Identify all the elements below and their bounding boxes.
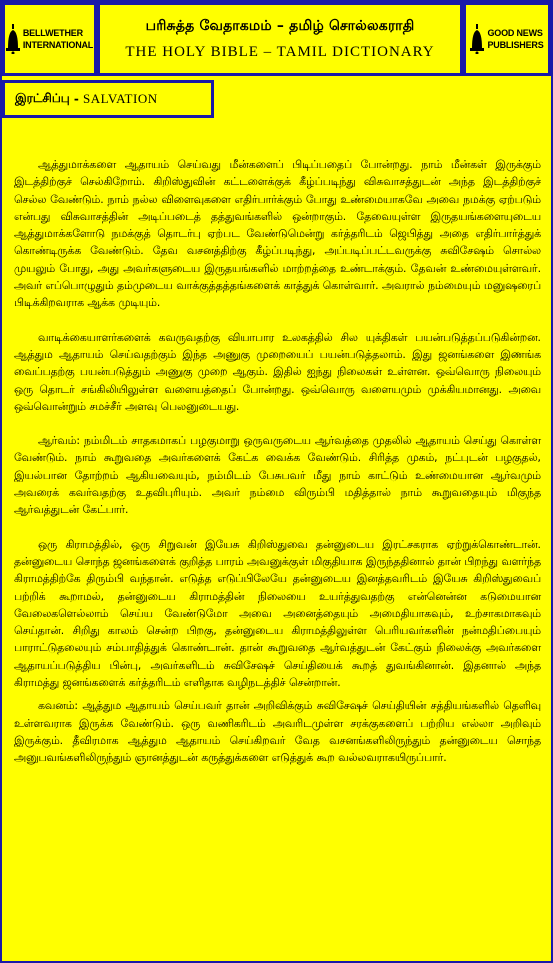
good-news-logo: [463, 2, 551, 76]
logo-line1: BELLWETHER: [22, 28, 83, 38]
logo-line2: PUBLISHERS: [487, 40, 544, 50]
section-title-tamil: இரட்சிப்பு: [15, 91, 70, 105]
paragraph: வாடிக்கையாளர்களைக் கவருவதற்கு வியாபார உலகத்தில் சில யுக்திகள் பயன்படுத்தப்படுகின்றன. ஆத்தும ஆதாயம் செய்வதற்கும் இந்த அணுகு முறையைப் பயன்படுத்தலாம். இது ஜனங்களை இணங்க வைப்பதற்கு பயன்படுத்தும் அணுகு முறை ஆகும். இதில் ஐந்து நிலைகள் உள்ளன. ஒவ்வொரு நிலையும் ஒரு தொடர் சங்கிலியிலுள்ள வளையத்தைப் போன்றது. ஒவ்வொரு வளையமும் முக்கியமானது. அவை ஒவ்வொன்றும் சமச்சீர் அளவு பெலனுடையது.: [14, 330, 541, 413]
bellwether-logo: [2, 2, 97, 76]
section-separator: -: [69, 92, 84, 106]
title-tamil: பரிசுத்த வேதாகமம் – தமிழ் சொல்லகராதி: [145, 17, 415, 34]
paragraph: ஆத்துமாக்களை ஆதாயம் செய்வது மீன்களைப் பிடிப்பதைப் போன்றது. நாம் மீன்கள் இருக்கும் இடத்திற்குச் செல்கிறோம். கிறிஸ்துவின் கட்டளைக்குக் கீழ்ப்படிந்து விசுவாசத்துடன் அந்த இடத்திற்குச் செல்ல வேண்டும். நாம் நல்ல விளைவுகளை எதிர்பார்க்கும் போது உண்மையாகவே அவை நமக்கு ஏற்படும் என்பது விசுவாசத்தின் அடிப்படைத் தத்துவங்களில் ஒன்றாகும். தேவையுள்ள இருதயங்களையுடைய ஆத்துமாக்களோடு நமக்குத் தொடர்பு ஏற்பட வேண்டுமென்று கர்த்தரிடம் ஜெபித்து அதை எதிர்பார்த்துக் கொண்டிருக்க வேண்டும். தேவ வசனத்திற்கு கீழ்ப்படிந்து, அப்படிப்பட்டவருக்கு சுவிசேஷம் சொல்ல முயலும் போது, அது அவர்களுடைய இருதயங்களில் மாற்றத்தை உண்டாக்கும். தேவன் உண்மையுள்ளவர். அவர் எப்பொழுதும் தம்முடைய வாக்குத்தத்தங்களைக் காத்துக் கொள்வார். அவரால் நம்மையும் மனுஷரைப் பிடிக்கிறவராக ஆக்க முடியும்.: [14, 158, 541, 310]
section-title-english: SALVATION: [83, 91, 158, 106]
section-heading: [2, 80, 214, 118]
paragraph: கவனம்: ஆத்தும ஆதாயம் செய்பவர் தான் அறிவிக்கும் சுவிசேஷச் செய்தியின் சத்தியங்களில் தெளிவு உள்ளவராக இருக்க வேண்டும். ஒரு வணிகரிடம் அவரிடமுள்ள சரக்குகளைப் பற்றிய எல்லா அறிவும் இருக்கும். தீவிரமாக ஆத்தும ஆதாயம் செய்கிறவர் வேத வசனங்களிலிருந்தும் தன்னுடைய சொந்த அனுபவங்களிலிருந்தும் ஞானத்துடன் கருத்துக்களை எடுத்துக் கூற வல்லவராகயிருப்பார்.: [14, 699, 541, 765]
paragraph: ஒரு கிராமத்தில், ஒரு சிறுவன் இயேசு கிறிஸ்துவை தன்னுடைய இரட்சகராக ஏற்றுக்கொண்டான். தன்னுடைய சொந்த ஜனங்களைக் குறித்த பாரம் அவனுக்குள் மிகுதியாக இருந்ததினால் தான் பிறந்து வளர்ந்த கிராமத்திற்கே திரும்பி வந்தான். எடுத்த எடுப்பிலேயே தன்னுடைய இனத்தவரிடம் இயேசு கிறிஸ்துவைப் பற்றிக் கூறாமல், தன்னுடைய கிராமத்தின் நிலையை உயர்த்துவதற்கு என்னென்ன கடுமையான வேலைகளெல்லாம் செய்ய வேண்டுமோ அவை அனைத்தையும் அமைதியாகவும், உற்சாகமாகவும் செய்தான். சிறிது காலம் சென்ற பிறகு, தன்னுடைய கிராமத்திலுள்ள பெரியவர்களின் நன்மதிப்பையும் பாராட்டுதலையும் சம்பாதித்துக் கொண்டான். தான் கூறுவதை ஆர்வத்துடன் கேட்கும் நிலைக்கு அவர்களை ஆதாயப்படுத்திய பின்பு, அவர்களிடம் சுவிசேஷச் செய்தியைக் கூறத் துவங்கினான். இதனால் அந்த கிராமத்து ஜனங்களைக் கர்த்தரிடம் எளிதாக வழிநடத்திச் சென்றான்.: [14, 537, 541, 690]
logo-line1: GOOD NEWS: [487, 28, 543, 38]
title-english: THE HOLY BIBLE – TAMIL DICTIONARY: [125, 43, 435, 60]
logo-line2: INTERNATIONAL: [22, 40, 94, 50]
bell-icon: [470, 24, 484, 54]
header-title-box: [97, 2, 463, 76]
article-body: [14, 156, 541, 784]
bell-icon: [6, 24, 20, 54]
paragraph: ஆர்வம்: நம்மிடம் சாதகமாகப் பழகுமாறு ஒருவருடைய ஆர்வத்தை முதலில் ஆதாயம் செய்து கொள்ள வேண்டும். நாம் கூறுவதை அவர்களைக் கேட்க வைக்க வேண்டும். சிரித்த முகம், நட்புடன் பழகுதல், இயல்பான தோற்றம் ஆகியவையும், நம்மிடம் பேசுபவர் மீது நாம் காட்டும் உண்மையான ஆர்வமும் அவரைக் கவர்வதற்கு உதவிபுரியும். அவர் நம்மை விரும்பி மதித்தால் நாம் கூறுவதையும் மிகுந்த ஆர்வத்துடன் கேட்பார்.: [14, 434, 541, 517]
